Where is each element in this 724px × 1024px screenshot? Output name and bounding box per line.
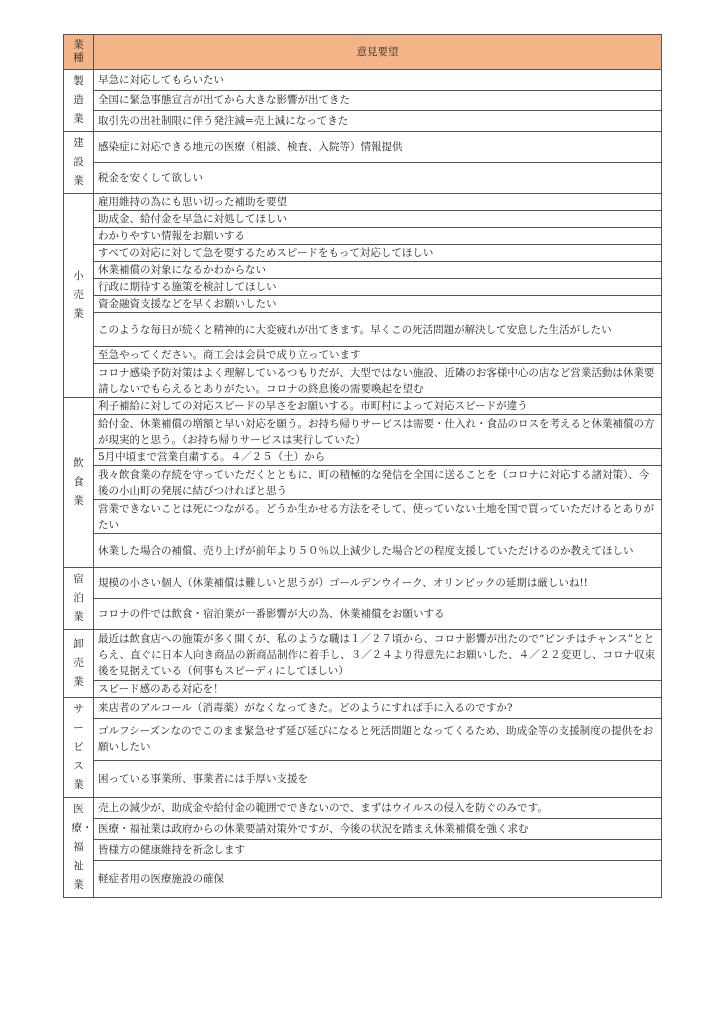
opinion-cell: 5月中頃まで営業自粛する。４／２５（土）から — [94, 449, 662, 466]
category-cell: 飲食業 — [64, 398, 94, 568]
table-row — [64, 111, 662, 132]
opinion-cell: 早急に対応してもらいたい — [94, 70, 662, 91]
table-row — [64, 599, 662, 630]
opinion-table-container — [63, 34, 661, 898]
table-row — [64, 313, 662, 347]
opinion-cell: 軽症者用の医療施設の確保 — [94, 860, 662, 897]
table-row — [64, 132, 662, 163]
opinion-cell: 資金融資支援などを早くお願いしたい — [94, 296, 662, 313]
opinion-cell: 感染症に対応できる地元の医療（相談、検査、入院等）情報提供 — [94, 132, 662, 163]
table-row — [64, 279, 662, 296]
table-row — [64, 449, 662, 466]
table-row — [64, 681, 662, 698]
opinion-cell: すべての対応に対して急を要するためスピードをもって対応してほしい — [94, 245, 662, 262]
table-row — [64, 262, 662, 279]
table-row — [64, 163, 662, 194]
opinion-cell: ゴルフシーズンなのでこのまま緊急せず延び延びになると死活問題となってくるため、助成金等の支援制度の提供をお願いしたい — [94, 718, 662, 760]
table-row — [64, 630, 662, 681]
opinion-cell: 全国に緊急事態宣言が出てから大きな影響が出てきた — [94, 90, 662, 111]
table-row — [64, 70, 662, 91]
table-row — [64, 415, 662, 449]
table-row — [64, 90, 662, 111]
opinion-cell: 来店者のアルコール（消毒薬）がなくなってきた。どのようにすれば手に入るのですか? — [94, 698, 662, 719]
table-row — [64, 194, 662, 211]
table-row — [64, 860, 662, 897]
header-row — [64, 35, 662, 70]
table-row — [64, 398, 662, 415]
table-row — [64, 568, 662, 599]
opinion-cell: コロナ感染予防対策はよく理解しているつもりだが、大型ではない施設、近隣のお客様中心の店など営業活動は休業要請しないでもらえるとありがたい。コロナの終息後の需要喚起を望む — [94, 364, 662, 398]
header-content: 意見要望 — [94, 35, 662, 70]
category-cell: 医療・福祉業 — [64, 798, 94, 898]
opinion-cell: 規模の小さい個人（休業補償は難しいと思うが）ゴールデンウイーク、オリンピックの延期は厳しいね!! — [94, 568, 662, 599]
opinion-cell: 休業した場合の補償、売り上げが前年より５０％以上減少した場合どの程度支援していただけるのか教えてほしい — [94, 534, 662, 568]
opinion-cell: 最近は飲食店への施策が多く開くが、私のような職は１／２７頃から、コロナ影響が出たので“ピンチはチャンス”ととらえ、直ぐに日本人向き商品の新商品制作に着手し、３／２４より得意先にお願いした、４／２２変更し、コロナ収束後を見据えている（何事もスピーディにしてほしい） — [94, 630, 662, 681]
opinion-cell: 困っている事業所、事業者には手厚い支援を — [94, 760, 662, 797]
opinion-cell: わかりやすい情報をお願いする — [94, 228, 662, 245]
table-row — [64, 760, 662, 797]
table-row — [64, 500, 662, 534]
category-cell: 建設業 — [64, 132, 94, 194]
table-row — [64, 364, 662, 398]
table-row — [64, 534, 662, 568]
table-row — [64, 228, 662, 245]
category-cell: 製造業 — [64, 70, 94, 132]
opinion-cell: 税金を安くして欲しい — [94, 163, 662, 194]
table-row — [64, 466, 662, 500]
opinion-cell: 取引先の出社制限に伴う発注減=売上減になってきた — [94, 111, 662, 132]
opinion-cell: このような毎日が続くと精神的に大変疲れが出てきます。早くこの死活問題が解決して安息した生活がしたい — [94, 313, 662, 347]
opinion-cell: 利子補給に対しての対応スピードの早さをお願いする。市町村によって対応スピードが違う — [94, 398, 662, 415]
table-row — [64, 347, 662, 364]
opinion-cell: 給付金、休業補償の増額と早い対応を願う。お持ち帰りサービスは需要・仕入れ・食品のロスを考えると休業補償の方が現実的と思う。（お持ち帰りサービスは実行していた） — [94, 415, 662, 449]
category-cell: サービス業 — [64, 698, 94, 798]
opinion-cell: 助成金、給付金を早急に対処してほしい — [94, 211, 662, 228]
table-row — [64, 798, 662, 819]
opinion-cell: 至急やってください。商工会は会員で成り立っています — [94, 347, 662, 364]
category-cell: 宿泊業 — [64, 568, 94, 630]
opinion-cell: 売上の減少が、助成金や給付金の範囲でできないので、まずはウイルスの侵入を防ぐのみです。 — [94, 798, 662, 819]
opinion-cell: 休業補償の対象になるかわからない — [94, 262, 662, 279]
table-row — [64, 718, 662, 760]
header-category: 業種 — [64, 35, 94, 70]
opinion-cell: 行政に期待する施策を検討してほしい — [94, 279, 662, 296]
table-row — [64, 245, 662, 262]
opinion-table — [63, 34, 662, 898]
category-cell: 小売業 — [64, 194, 94, 398]
opinion-cell: 我々飲食業の存続を守っていただくとともに、町の積極的な発信を全国に送ることを（コロナに対応する諸対策）、今後の小山町の発展に結びつければと思う — [94, 466, 662, 500]
opinion-cell: 医療・福祉業は政府からの休業要請対策外ですが、今後の状況を踏まえ休業補償を強く求む — [94, 818, 662, 839]
table-row — [64, 211, 662, 228]
category-cell: 卸売業 — [64, 630, 94, 698]
table-row — [64, 698, 662, 719]
opinion-cell: 営業できないことは死につながる。どうか生かせる方法をそして、使っていない土地を国で買っていただけるとありがたい — [94, 500, 662, 534]
opinion-cell: コロナの件では飲食・宿泊業が一番影響が大の為、休業補償をお願いする — [94, 599, 662, 630]
opinion-cell: 皆様方の健康維持を祈念します — [94, 839, 662, 860]
table-row — [64, 296, 662, 313]
table-row — [64, 839, 662, 860]
table-row — [64, 818, 662, 839]
opinion-cell: 雇用維持の為にも思い切った補助を要望 — [94, 194, 662, 211]
opinion-cell: スピード感のある対応を！ — [94, 681, 662, 698]
